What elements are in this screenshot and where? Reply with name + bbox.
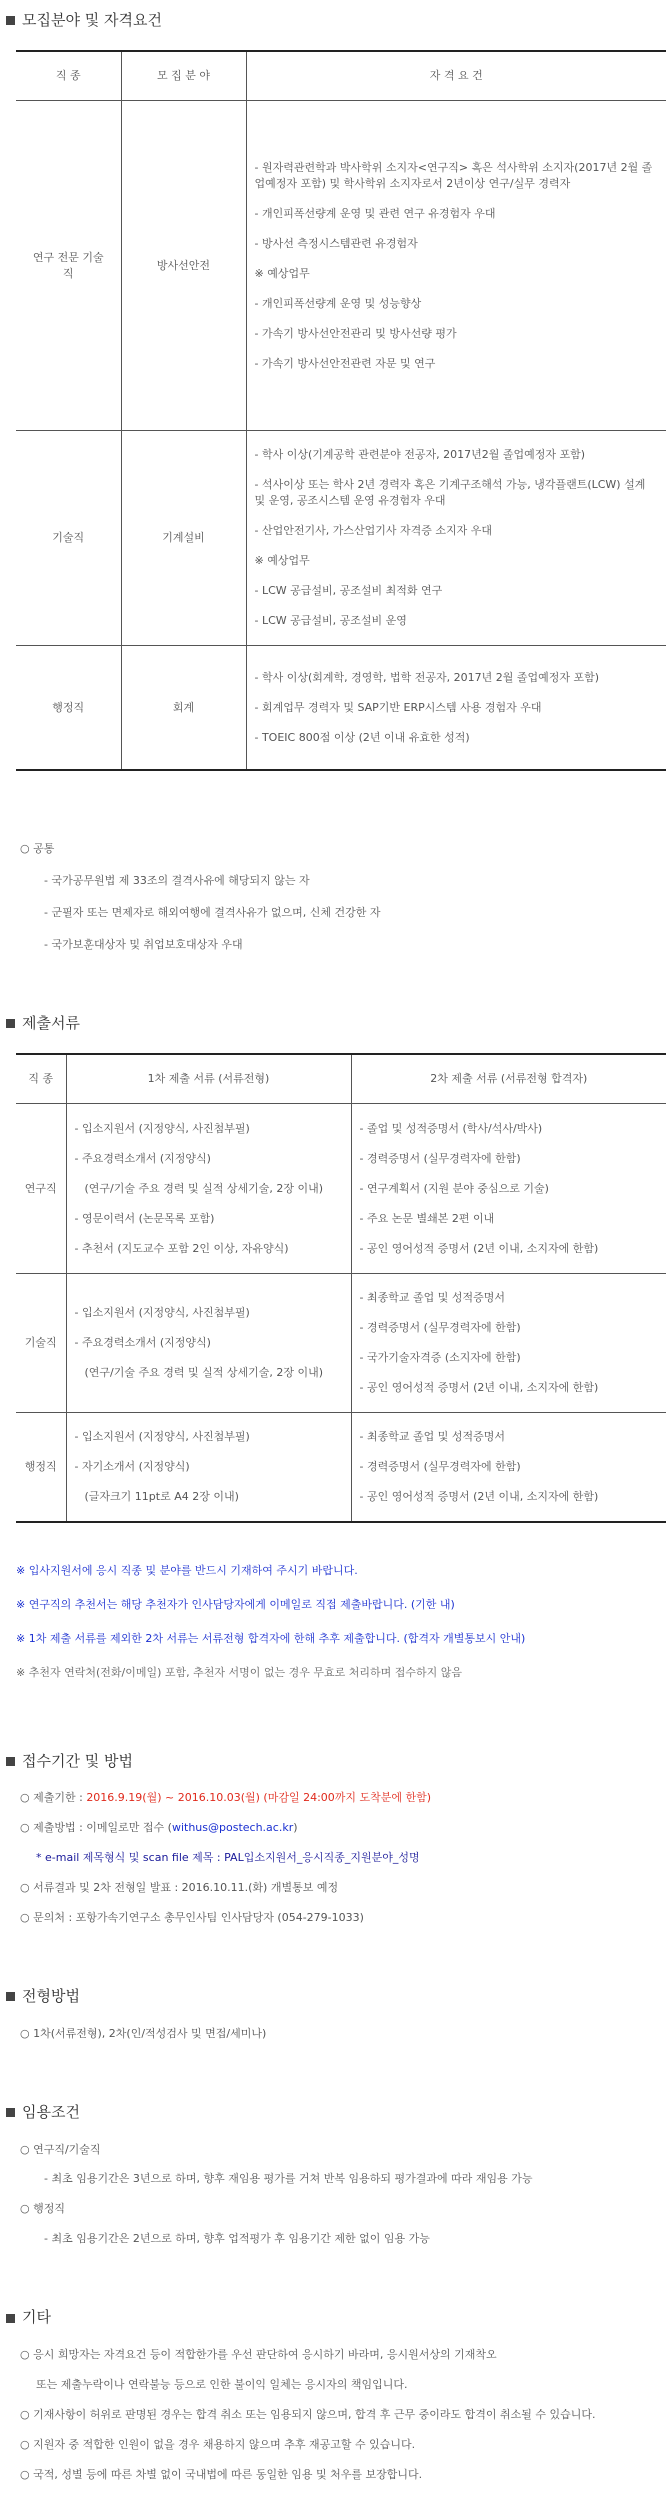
list-item: ※ 예상업무 xyxy=(254,266,310,280)
employment-block xyxy=(6,2142,664,2248)
square-bullet-icon xyxy=(6,16,15,25)
list-item: - 국가기술자격증 (소지자에 한함) xyxy=(359,1351,521,1365)
list-item: - 석사이상 또는 학사 2년 경력자 혹은 기계구조해석 가능, 냉각플랜트(LCW) 설계 및 운영, 공조시스템 운영 유경험자 우대 xyxy=(254,478,646,508)
etc-line: ○ 지원자 중 적합한 인원이 없을 경우 채용하지 않으며 추후 재공고할 수 있습니다. xyxy=(20,2437,416,2451)
table-row xyxy=(16,101,666,431)
square-bullet-icon xyxy=(6,2108,15,2117)
method-line: ○ 제출방법 : 이메일로만 접수 (withus@postech.ac.kr) xyxy=(20,1821,298,1835)
header-job: 직 종 xyxy=(16,51,121,101)
list-item: - 국가보훈대상자 및 취업보호대상자 우대 xyxy=(44,938,243,952)
section-title-screening: 전형방법 xyxy=(6,1986,664,2008)
list-item: - 공인 영어성적 증명서 (2년 이내, 소지자에 한함) xyxy=(359,1489,599,1503)
list-item: - 연구계획서 (지원 분야 중심으로 기술) xyxy=(359,1181,549,1195)
field-cell: 기계설비 xyxy=(121,431,246,646)
list-item: - 경력증명서 (실무경력자에 한함) xyxy=(359,1460,521,1473)
second-docs-cell xyxy=(351,1274,666,1413)
header-first-docs: 1차 제출 서류 (서류전형) xyxy=(66,1054,351,1104)
list-item: - 주요 논문 별쇄본 2편 이내 xyxy=(359,1211,495,1225)
list-item: - 입소지원서 (지정양식, 사진첨부필) xyxy=(74,1121,250,1135)
section-title-employment: 임용조건 xyxy=(6,2102,664,2124)
job-cell: 연구 전문 기술직 xyxy=(16,101,121,431)
square-bullet-icon xyxy=(6,2314,15,2323)
etc-line: ○ 기재사항이 허위로 판명된 경우는 합격 취소 또는 임용되지 않으며, 합격 후 근무 중이라도 합격이 취소될 수 있습니다. xyxy=(20,2407,596,2421)
section-title-etc: 기타 xyxy=(6,2307,664,2329)
note-item: ※ 연구직의 추천서는 해당 추천자가 인사담당자에게 이메일로 직접 제출바랍니다. (기한 내) xyxy=(16,1597,455,1611)
first-docs-cell xyxy=(66,1413,351,1522)
etc-line: ○ 국적, 성별 등에 따른 차별 없이 국내법에 따른 동일한 임용 및 처우를 보장합니다. xyxy=(20,2467,423,2481)
list-item: - 개인피폭선량계 운영 및 성능향상 xyxy=(254,296,422,310)
square-bullet-icon xyxy=(6,1757,15,1766)
job-cell: 연구직 xyxy=(16,1104,66,1274)
common-requirements xyxy=(16,841,664,953)
second-docs-cell xyxy=(351,1413,666,1522)
list-item: - 가속기 방사선안전관련 자문 및 연구 xyxy=(254,356,436,370)
list-item: - 입소지원서 (지정양식, 사진첨부필) xyxy=(74,1430,250,1444)
section-title-recruit: 모집분야 및 자격요건 xyxy=(6,10,664,32)
list-item: (연구/기술 주요 경력 및 실적 상세기술, 2장 이내) xyxy=(84,1181,324,1195)
first-docs-cell xyxy=(66,1274,351,1413)
job-cell: 기술직 xyxy=(16,1274,66,1413)
deadline-value: 2016.9.19(월) ~ 2016.10.03(월) (마감일 24:00까지 도착분에 한함) xyxy=(86,1791,432,1805)
list-item: - LCW 공급설비, 공조설비 최적화 연구 xyxy=(254,583,443,597)
research-body: - 최초 임용기간은 3년으로 하며, 향후 재임용 평가를 거쳐 반복 임용하되 평가결과에 따라 재임용 가능 xyxy=(44,2172,533,2186)
admin-heading: ○ 행정직 xyxy=(20,2202,65,2216)
list-item: - 공인 영어성적 증명서 (2년 이내, 소지자에 한함) xyxy=(359,1381,599,1395)
second-docs-cell xyxy=(351,1104,666,1274)
period-block xyxy=(6,1790,664,1926)
email-link[interactable]: withus@postech.ac.kr xyxy=(171,1821,294,1835)
admin-body: - 최초 임용기간은 2년으로 하며, 향후 업적평가 후 임용기간 제한 없이 임용 가능 xyxy=(44,2232,430,2246)
section-title-period: 접수기간 및 방법 xyxy=(6,1751,664,1773)
etc-line: ○ 응시 희망자는 자격요건 등이 적합한가를 우선 판단하여 응시하기 바라며, 응시원서상의 기재착오 xyxy=(20,2348,497,2361)
contact-line: ○ 문의처 : 포항가속기연구소 총무인사팀 인사담당자 (054-279-1033) xyxy=(20,1911,364,1925)
list-item: - 경력증명서 (실무경력자에 한함) xyxy=(359,1321,521,1335)
etc-block xyxy=(6,2347,664,2483)
screening-line: ○ 1차(서류전형), 2차(인/적성검사 및 면접/세미나) xyxy=(20,2026,267,2040)
table-row xyxy=(16,431,666,646)
documents-table xyxy=(16,1053,666,1523)
list-item: (연구/기술 주요 경력 및 실적 상세기술, 2장 이내) xyxy=(84,1366,324,1380)
requirements-cell xyxy=(246,645,666,770)
list-item: - 영문이력서 (논문목록 포함) xyxy=(74,1211,215,1225)
deadline-line: ○ 제출기한 : 2016.9.19(월) ~ 2016.10.03(월) (마감일 24:00까지 도착분에 한함) xyxy=(20,1791,432,1805)
table-row xyxy=(16,1274,666,1413)
list-item: - 주요경력소개서 (지정양식) xyxy=(74,1151,211,1165)
list-item: - 군필자 또는 면제자로 해외여행에 결격사유가 없으며, 신체 건강한 자 xyxy=(44,906,381,920)
list-item: - 졸업 및 성적증명서 (학사/석사/박사) xyxy=(359,1121,543,1135)
job-cell: 행정직 xyxy=(16,645,121,770)
email-note: * e-mail 제목형식 및 scan file 제목 : PAL입소지원서_응시직종_지원분야_성명 xyxy=(36,1851,420,1865)
note-item: ※ 1차 제출 서류를 제외한 2차 서류는 서류전형 합격자에 한해 추후 제출합니다. (합격자 개별통보시 안내) xyxy=(16,1631,526,1645)
table-row xyxy=(16,645,666,770)
etc-line: 또는 제출누락이나 연락불능 등으로 인한 불이익 일체는 응시자의 책임입니다. xyxy=(36,2377,408,2391)
note-item: ※ 추천자 연락처(전화/이메일) 포함, 추천자 서명이 없는 경우 무효로 처리하며 접수하지 않음 xyxy=(16,1665,462,1679)
table-header-row xyxy=(16,51,666,101)
job-cell: 행정직 xyxy=(16,1413,66,1522)
list-item: - 방사선 측정시스템관련 유경험자 xyxy=(254,236,418,250)
list-item: - 자기소개서 (지정양식) xyxy=(74,1460,190,1473)
table-row xyxy=(16,1413,666,1522)
list-item: - 최종학교 졸업 및 성적증명서 xyxy=(359,1430,505,1444)
field-cell: 회계 xyxy=(121,645,246,770)
list-item: - 개인피폭선량계 운영 및 관련 연구 유경험자 우대 xyxy=(254,206,496,220)
list-item: - 최종학교 졸업 및 성적증명서 xyxy=(359,1291,505,1305)
list-item: - 가속기 방사선안전관리 및 방사선량 평가 xyxy=(254,326,457,340)
header-field: 모 집 분 야 xyxy=(121,51,246,101)
list-item: - 학사 이상(회계학, 경영학, 법학 전공자, 2017년 2월 졸업예정자 포함) xyxy=(254,670,600,684)
list-item: - 경력증명서 (실무경력자에 한함) xyxy=(359,1151,521,1165)
list-item: - 학사 이상(기계공학 관련분야 전공자, 2017년2월 졸업예정자 포함) xyxy=(254,448,586,462)
announce-line: ○ 서류결과 및 2차 전형일 발표 : 2016.10.11.(화) 개별통보 예정 xyxy=(20,1881,339,1895)
document-notes xyxy=(16,1563,664,1681)
list-item: - 산업안전기사, 가스산업기사 자격증 소지자 우대 xyxy=(254,524,492,538)
list-item: - 추천서 (지도교수 포함 2인 이상, 자유양식) xyxy=(74,1241,289,1255)
common-heading: ○ 공통 xyxy=(20,842,55,856)
table-row xyxy=(16,1104,666,1274)
field-cell: 방사선안전 xyxy=(121,101,246,431)
list-item: - 공인 영어성적 증명서 (2년 이내, 소지자에 한함) xyxy=(359,1241,599,1255)
research-heading: ○ 연구직/기술직 xyxy=(20,2142,101,2156)
list-item: (글자크기 11pt로 A4 2장 이내) xyxy=(84,1489,239,1503)
screening-block xyxy=(6,2026,664,2042)
list-item: ※ 예상업무 xyxy=(254,554,310,567)
list-item: - TOEIC 800점 이상 (2년 이내 유효한 성적) xyxy=(254,730,470,744)
section-title-documents: 제출서류 xyxy=(6,1013,664,1035)
note-item: ※ 입사지원서에 응시 직종 및 분야를 반드시 기재하여 주시기 바랍니다. xyxy=(16,1563,358,1577)
list-item: - 입소지원서 (지정양식, 사진첨부필) xyxy=(74,1306,250,1320)
list-item: - 원자력관련학과 박사학위 소지자<연구직> 혹은 석사학위 소지자(2017년 2월 졸업예정자 포함) 및 학사학위 소지자로서 2년이상 연구/실무 경력자 xyxy=(254,161,653,190)
square-bullet-icon xyxy=(6,1992,15,2001)
qualification-table xyxy=(16,50,666,772)
list-item: - 주요경력소개서 (지정양식) xyxy=(74,1336,211,1350)
header-job: 직 종 xyxy=(16,1054,66,1104)
header-second-docs: 2차 제출 서류 (서류전형 합격자) xyxy=(351,1054,666,1104)
table-header-row xyxy=(16,1054,666,1104)
first-docs-cell xyxy=(66,1104,351,1274)
header-requirements: 자 격 요 건 xyxy=(246,51,666,101)
list-item: - 국가공무원법 제 33조의 결격사유에 해당되지 않는 자 xyxy=(44,874,310,888)
list-item: - LCW 공급설비, 공조설비 운영 xyxy=(254,613,407,627)
requirements-cell xyxy=(246,101,666,431)
list-item: - 회계업무 경력자 및 SAP기반 ERP시스템 사용 경험자 우대 xyxy=(254,700,542,714)
job-cell: 기술직 xyxy=(16,431,121,646)
square-bullet-icon xyxy=(6,1019,15,1028)
requirements-cell xyxy=(246,431,666,646)
